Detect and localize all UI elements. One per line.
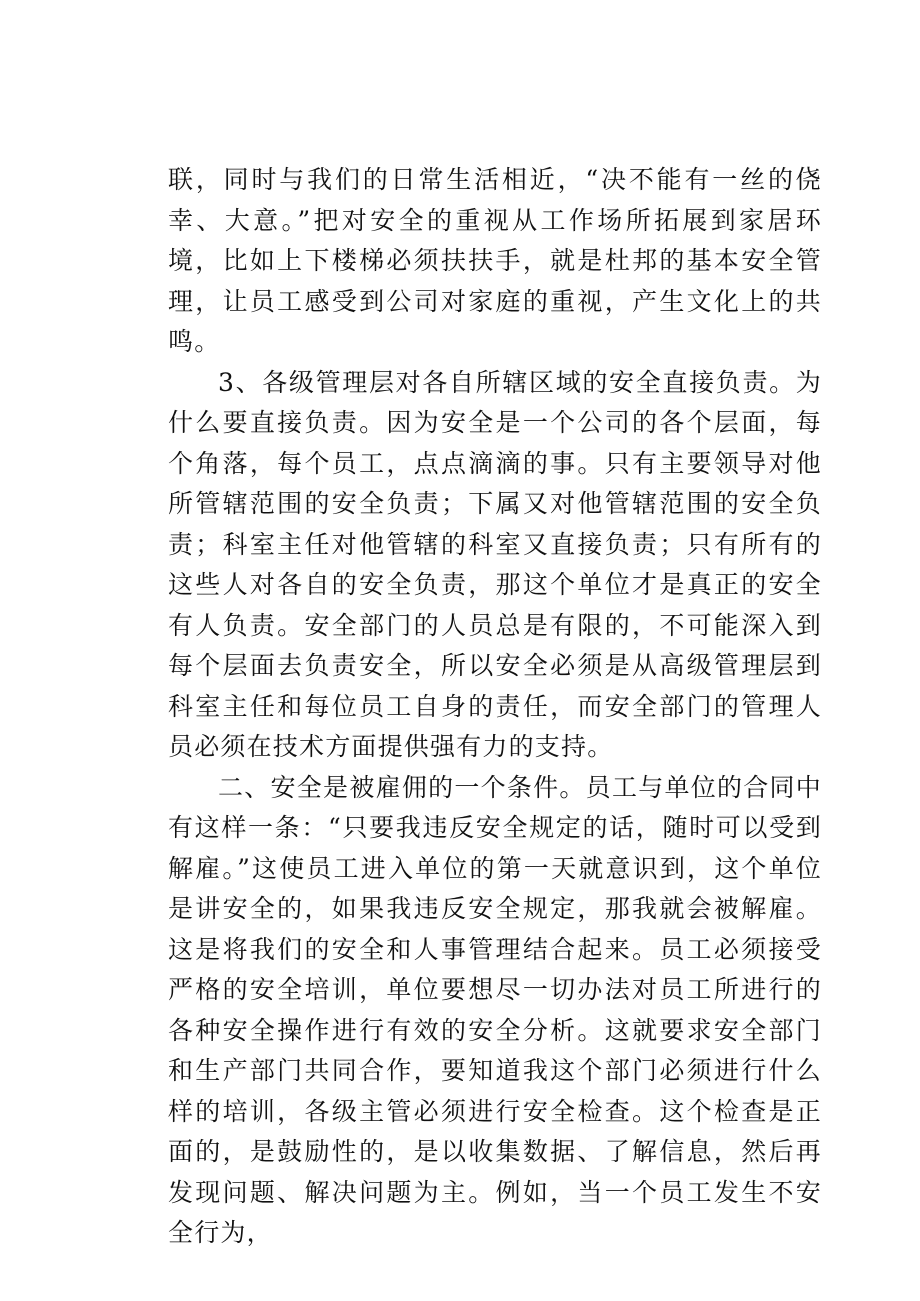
paragraph-management-responsibility: 3、各级管理层对各自所辖区域的安全直接负责。为什么要直接负责。因为安全是一个公司的各个层面，每个角落，每个员工，点点滴滴的事。只有主要领导对他所管辖范围的安全负责；下属又对他管辖范围的安全负责；科室主任对他管辖的科室又直接负责；只有所有的这些人对各自的安全负责，那这个单位才是真正的安全有人负责。安全部门的人员总是有限的，不可能深入到每个层面去负责安全，所以安全必须是从高级管理层到科室主任和每位员工自身的责任，而安全部门的管理人员必须在技术方面提供强有力的支持。 — [168, 367, 822, 761]
paragraph-employment-condition: 二、安全是被雇佣的一个条件。员工与单位的合同中有这样一条：“只要我违反安全规定的话，随时可以受到解雇。”这使员工进入单位的第一天就意识到，这个单位是讲安全的，如果我违反安全规定，那我就会被解雇。这是将我们的安全和人事管理结合起来。员工必须接受严格的安全培训，单位要想尽一切办法对员工所进行的各种安全操作进行有效的安全分析。这就要求安全部门和生产部门共同合作，要知道我这个部门必须进行什么样的培训，各级主管必须进行安全检查。这个检查是正面的，是鼓励性的，是以收集数据、了解信息，然后再发现问题、解决问题为主。例如，当一个员工发生不安全行为， — [168, 772, 822, 1247]
document-body — [168, 160, 822, 1254]
paragraph-continuation: 联，同时与我们的日常生活相近，“决不能有一丝的侥幸、大意。”把对安全的重视从工作场所拓展到家居环境，比如上下楼梯必须扶扶手，就是杜邦的基本安全管理，让员工感受到公司对家庭的重视，产生文化上的共鸣。 — [168, 165, 822, 356]
